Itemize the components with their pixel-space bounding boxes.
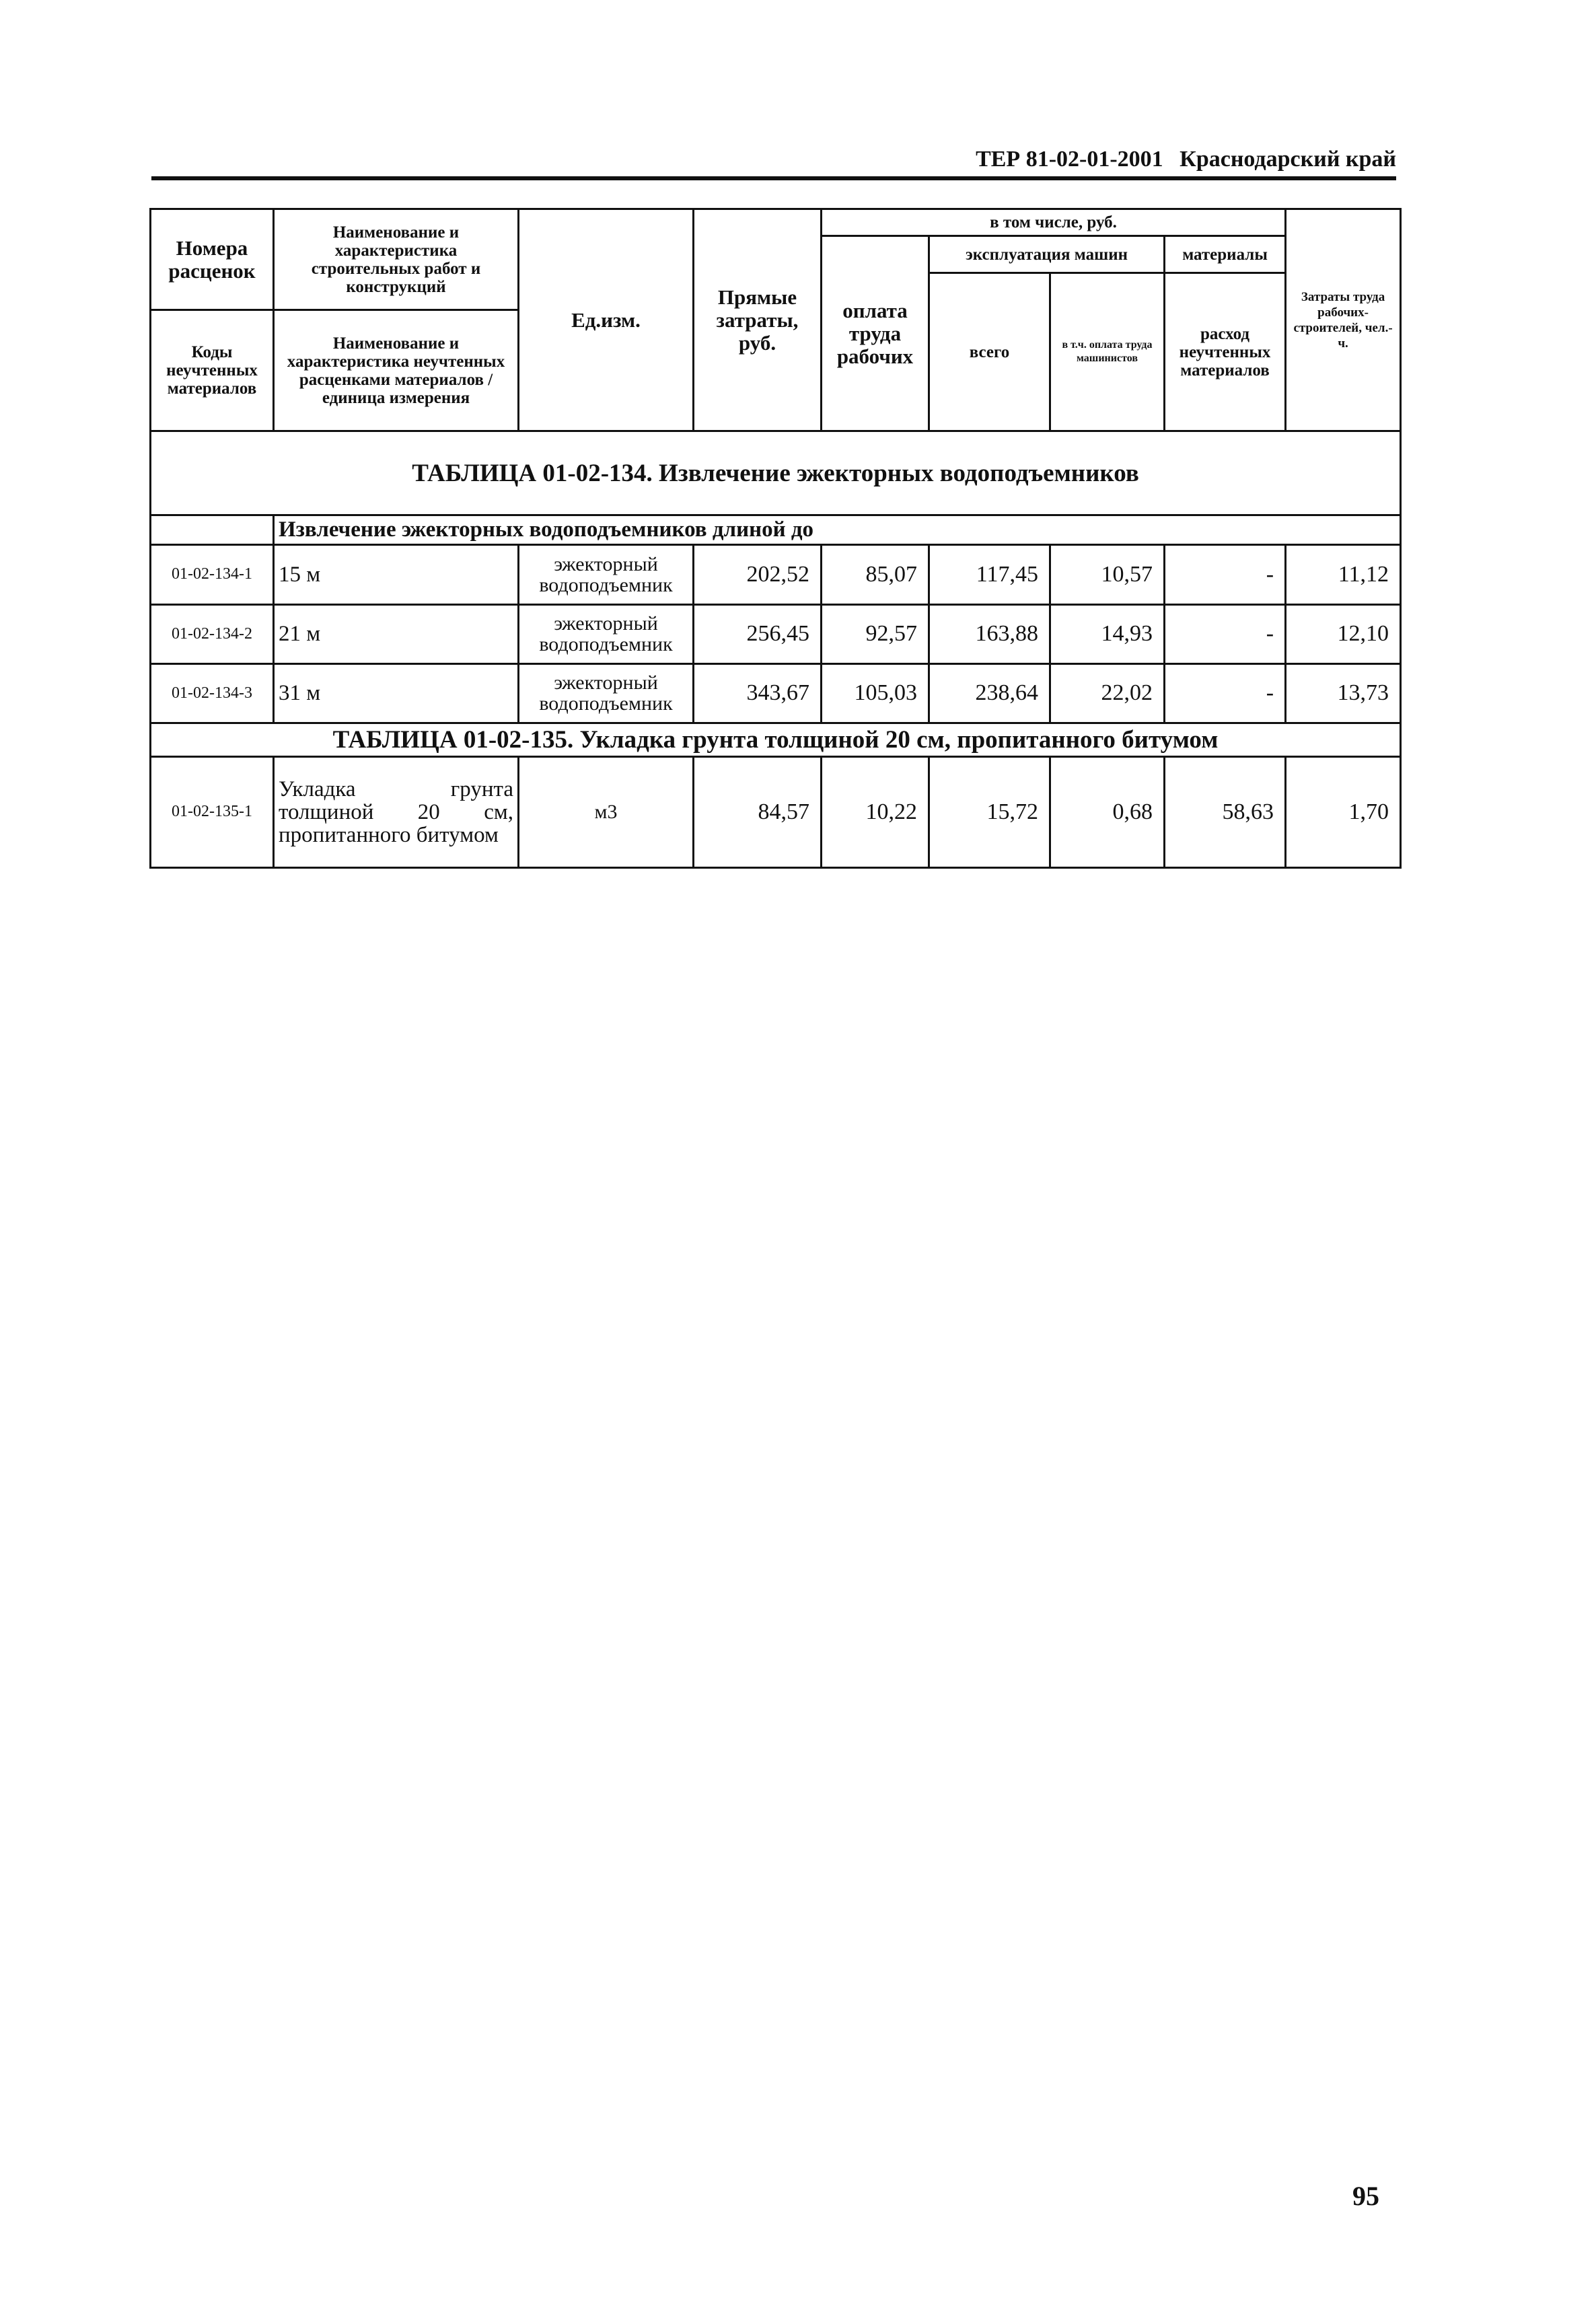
table-135-title: ТАБЛИЦА 01-02-135. Укладка грунта толщиной 20 см, пропитанного битумом bbox=[151, 723, 1401, 756]
col-header-material-codes: Коды неучтенных материалов bbox=[151, 310, 274, 431]
machinists-pay-value: 14,93 bbox=[1050, 604, 1165, 663]
machinists-pay-value: 10,57 bbox=[1050, 545, 1165, 604]
direct-costs-value: 256,45 bbox=[694, 604, 822, 663]
unit-value: эжекторный водоподъемник bbox=[519, 604, 694, 663]
unit-value: эжекторный водоподъемник bbox=[519, 663, 694, 723]
col-header-machinists-pay: в т.ч. оплата труда машинистов bbox=[1050, 273, 1165, 431]
work-name: Укладка грунта толщиной 20 см, пропитанного битумом bbox=[274, 756, 519, 867]
unit-value: эжекторный водоподъемник bbox=[519, 545, 694, 604]
col-header-workers-pay: оплата труда рабочих bbox=[822, 236, 929, 431]
col-header-including: в том числе, руб. bbox=[822, 209, 1286, 236]
direct-costs-value: 343,67 bbox=[694, 663, 822, 723]
col-header-unit: Ед.изм. bbox=[519, 209, 694, 431]
direct-costs-value: 84,57 bbox=[694, 756, 822, 867]
workers-pay-value: 105,03 bbox=[822, 663, 929, 723]
machine-total-value: 163,88 bbox=[929, 604, 1050, 663]
work-name: 21 м bbox=[274, 604, 519, 663]
machine-total-value: 117,45 bbox=[929, 545, 1050, 604]
rate-code: 01-02-135-1 bbox=[151, 756, 274, 867]
workers-pay-value: 92,57 bbox=[822, 604, 929, 663]
rate-code: 01-02-134-1 bbox=[151, 545, 274, 604]
workers-pay-value: 85,07 bbox=[822, 545, 929, 604]
col-header-machine-total: всего bbox=[929, 273, 1050, 431]
page-number: 95 bbox=[1352, 2181, 1379, 2211]
document-region: Краснодарский край bbox=[1180, 147, 1396, 172]
col-header-machine-operation: эксплуатация машин bbox=[929, 236, 1165, 273]
group-code-cell bbox=[151, 515, 274, 545]
table-row bbox=[151, 663, 1401, 723]
materials-value: - bbox=[1165, 663, 1286, 723]
table-134-group-title: Извлечение эжекторных водоподъемников длиной до bbox=[274, 515, 1401, 545]
col-header-unaccounted-materials: расход неучтенных материалов bbox=[1165, 273, 1286, 431]
col-header-work-name: Наименование и характеристика строительных работ и конструкций bbox=[274, 209, 519, 310]
labor-costs-value: 13,73 bbox=[1286, 663, 1401, 723]
col-header-labor-costs: Затраты труда рабочих-строителей, чел.-ч. bbox=[1286, 209, 1401, 431]
machinists-pay-value: 22,02 bbox=[1050, 663, 1165, 723]
labor-costs-value: 1,70 bbox=[1286, 756, 1401, 867]
table-row bbox=[151, 604, 1401, 663]
machinists-pay-value: 0,68 bbox=[1050, 756, 1165, 867]
direct-costs-value: 202,52 bbox=[694, 545, 822, 604]
materials-value: 58,63 bbox=[1165, 756, 1286, 867]
work-name: 15 м bbox=[274, 545, 519, 604]
unit-value: м3 bbox=[519, 756, 694, 867]
materials-value: - bbox=[1165, 545, 1286, 604]
col-header-direct-costs: Прямые затраты, руб. bbox=[694, 209, 822, 431]
document-header bbox=[151, 143, 1396, 180]
workers-pay-value: 10,22 bbox=[822, 756, 929, 867]
col-header-material-name: Наименование и характеристика неучтенных расценками материалов / единица измерения bbox=[274, 310, 519, 431]
rate-code: 01-02-134-2 bbox=[151, 604, 274, 663]
col-header-materials: материалы bbox=[1165, 236, 1286, 273]
table-row bbox=[151, 756, 1401, 867]
labor-costs-value: 11,12 bbox=[1286, 545, 1401, 604]
machine-total-value: 238,64 bbox=[929, 663, 1050, 723]
table-134-title: ТАБЛИЦА 01-02-134. Извлечение эжекторных водоподъемников bbox=[151, 431, 1401, 515]
col-header-rate-number: Номера расценок bbox=[151, 209, 274, 310]
machine-total-value: 15,72 bbox=[929, 756, 1050, 867]
rates-table bbox=[149, 208, 1402, 869]
table-row bbox=[151, 545, 1401, 604]
work-name: 31 м bbox=[274, 663, 519, 723]
document-code: ТЕР 81-02-01-2001 bbox=[976, 147, 1163, 172]
materials-value: - bbox=[1165, 604, 1286, 663]
labor-costs-value: 12,10 bbox=[1286, 604, 1401, 663]
rate-code: 01-02-134-3 bbox=[151, 663, 274, 723]
